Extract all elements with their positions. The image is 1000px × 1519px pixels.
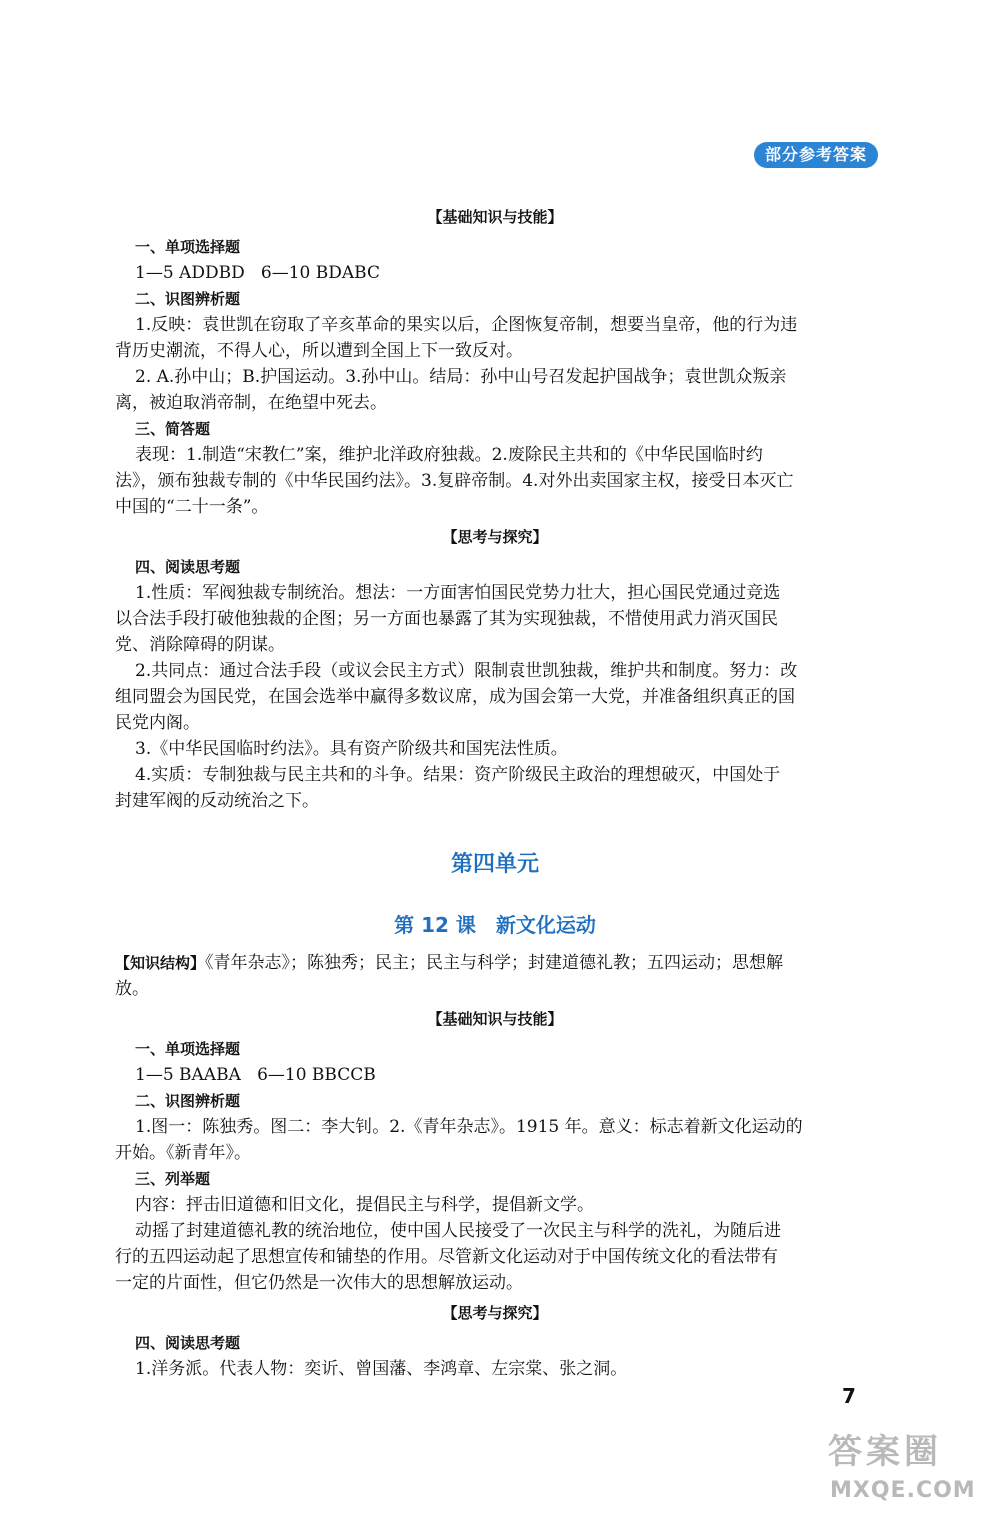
answer-line: 1—5 BAABA 6—10 BBCCB xyxy=(135,1065,376,1085)
answer-line: 1.性质：军阀独裁专制统治。想法：一方面害怕国民党势力壮大，担心国民党通过竞选 xyxy=(135,583,781,603)
answer-line: 一定的片面性，但它仍然是一次伟大的思想解放运动。 xyxy=(115,1273,523,1293)
answer-line: 行的五四运动起了思想宣传和铺垫的作用。尽管新文化运动对于中国传统文化的看法带有 xyxy=(115,1247,778,1267)
answer-line: 以合法手段打破他独裁的企图；另一方面也暴露了其为实现独裁，不惜使用武力消灭国民 xyxy=(115,609,778,629)
answer-line: 2. A.孙中山；B.护国运动。3.孙中山。结局：孙中山号召发起护国战争；袁世凯众叛亲 xyxy=(135,367,787,387)
knowledge-structure-text: 《青年杂志》；陈独秀；民主；民主与科学；封建道德礼教；五四运动；思想解 xyxy=(205,953,784,973)
section-title-basic-knowledge: 【基础知识与技能】 xyxy=(427,1010,563,1028)
section-title-thinking-exploration: 【思考与探究】 xyxy=(442,1304,548,1322)
heading-picture-analysis: 二、识图辨析题 xyxy=(135,290,241,308)
answer-line: 民党内阁。 xyxy=(115,713,200,733)
answer-line: 1.反映：袁世凯在窃取了辛亥革命的果实以后，企图恢复帝制，想要当皇帝，他的行为违 xyxy=(135,315,798,335)
answer-line: 组同盟会为国民党，在国会选举中赢得多数议席，成为国会第一大党，并准备组织真正的国 xyxy=(115,687,795,707)
heading-reading-thinking: 四、阅读思考题 xyxy=(135,1334,241,1352)
heading-listing: 三、列举题 xyxy=(135,1170,211,1188)
heading-picture-analysis: 二、识图辨析题 xyxy=(135,1092,241,1110)
answer-line: 动摇了封建道德礼教的统治地位，使中国人民接受了一次民主与科学的洗礼，为随后进 xyxy=(135,1221,781,1241)
heading-short-answer: 三、简答题 xyxy=(135,420,211,438)
answer-line: 1.图一：陈独秀。图二：李大钊。2.《青年杂志》。1915 年。意义：标志着新文化运动的 xyxy=(135,1117,803,1137)
knowledge-structure-label: 【知识结构】 xyxy=(115,954,206,972)
answer-line: 封建军阀的反动统治之下。 xyxy=(115,791,319,811)
answer-line: 2.共同点：通过合法手段（或议会民主方式）限制袁世凯独裁，维护共和制度。努力：改 xyxy=(135,661,798,681)
answer-line: 4.实质：专制独裁与民主共和的斗争。结果：资产阶级民主政治的理想破灭，中国处于 xyxy=(135,765,781,785)
answer-line: 1—5 ADDBD 6—10 BDABC xyxy=(135,263,380,283)
answer-line: 离，被迫取消帝制，在绝望中死去。 xyxy=(115,393,387,413)
heading-single-choice: 一、单项选择题 xyxy=(135,1040,241,1058)
heading-reading-thinking: 四、阅读思考题 xyxy=(135,558,241,576)
answer-line: 放。 xyxy=(115,979,149,999)
answer-line: 背历史潮流，不得人心，所以遭到全国上下一致反对。 xyxy=(115,341,523,361)
heading-single-choice: 一、单项选择题 xyxy=(135,238,241,256)
answer-line: 内容：抨击旧道德和旧文化，提倡民主与科学，提倡新文学。 xyxy=(135,1195,594,1215)
answer-line: 开始。《新青年》。 xyxy=(115,1143,251,1163)
unit-title: 第四单元 xyxy=(450,852,539,877)
answer-line: 1.洋务派。代表人物：奕䜣、曾国藩、李鸿章、左宗棠、张之洞。 xyxy=(135,1359,628,1379)
page-number: 7 xyxy=(842,1384,856,1408)
section-title-basic-knowledge: 【基础知识与技能】 xyxy=(427,208,563,226)
reference-answers-badge: 部分参考答案 xyxy=(754,142,878,168)
answer-line: 中国的“二十一条”。 xyxy=(115,497,269,517)
knowledge-structure-line xyxy=(115,950,875,976)
answer-line: 法》，颁布独裁专制的《中华民国约法》。3.复辟帝制。4.对外出卖国家主权，接受日本灭亡 xyxy=(115,471,794,491)
watermark-logo: 答案圈 xyxy=(828,1432,942,1472)
section-title-thinking-exploration: 【思考与探究】 xyxy=(442,528,548,546)
page-content xyxy=(115,200,875,1382)
watermark-url: MXQE.COM xyxy=(830,1478,976,1503)
answer-line: 党、消除障碍的阴谋。 xyxy=(115,635,285,655)
answer-line: 表现：1.制造“宋教仁”案，维护北洋政府独裁。2.废除民主共和的《中华民国临时约 xyxy=(135,445,763,465)
lesson-title: 第 12 课 新文化运动 xyxy=(394,913,596,937)
answer-line: 3.《中华民国临时约法》。具有资产阶级共和国宪法性质。 xyxy=(135,739,568,759)
